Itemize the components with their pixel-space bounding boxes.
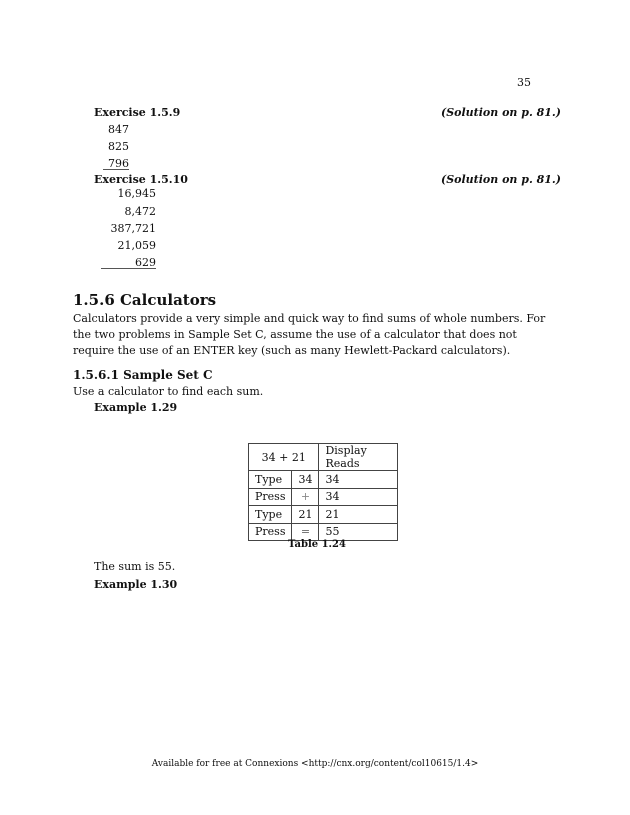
addend: 16,945 [117,187,156,200]
addend: 21,059 [117,239,156,252]
table-cell: 34 [292,471,319,489]
table-cell: 34 [319,471,398,489]
instruction-text: Use a calculator to find each sum. [73,385,264,398]
table-cell: 21 [292,506,319,524]
subsection-heading: 1.5.6.1 Sample Set C [73,368,213,382]
table-header: Display Reads [319,444,398,471]
table-cell: Type [249,506,292,524]
addend: 796 [103,158,129,170]
addend: 8,472 [124,205,156,218]
table-caption: Table 1.24 [288,539,346,550]
calculator-table [248,443,398,541]
addend: 825 [108,140,129,153]
table-cell: Press [249,488,292,506]
addend: 387,721 [110,222,156,235]
table-cell: = [292,523,319,541]
solution-link[interactable]: (Solution on p. 81.) [441,173,561,186]
page-number: 35 [517,76,531,89]
section-paragraph: Calculators provide a very simple and quick way to find sums of whole numbers. For the two problems in Sample Set C, assume the use of a calculator that does not require the use of an ENTER key (such as many Hewlett-Packard calculators). [73,312,546,357]
example-title: Example 1.29 [94,401,178,414]
addend: 847 [108,123,129,136]
table-row [249,506,398,524]
footer: Available for free at Connexions <http://cnx.org/content/col10615/1.4> [151,759,479,769]
table-header-row [249,444,398,471]
table-row [249,523,398,541]
table-cell: 34 [319,488,398,506]
addend: 629 [101,257,156,269]
exercise-title: Exercise 1.5.10 [94,173,188,186]
exercise-title: Exercise 1.5.9 [94,106,181,119]
solution-link[interactable]: (Solution on p. 81.) [441,106,561,119]
table-cell: 21 [319,506,398,524]
table-header: 34 + 21 [249,444,319,471]
table-cell: 55 [319,523,398,541]
table-cell: Press [249,523,292,541]
table-cell: Type [249,471,292,489]
sum-text: The sum is 55. [94,560,176,573]
table-row [249,471,398,489]
section-heading: 1.5.6 Calculators [73,291,217,309]
table-row [249,488,398,506]
table-cell: + [292,488,319,506]
example-title: Example 1.30 [94,578,178,591]
